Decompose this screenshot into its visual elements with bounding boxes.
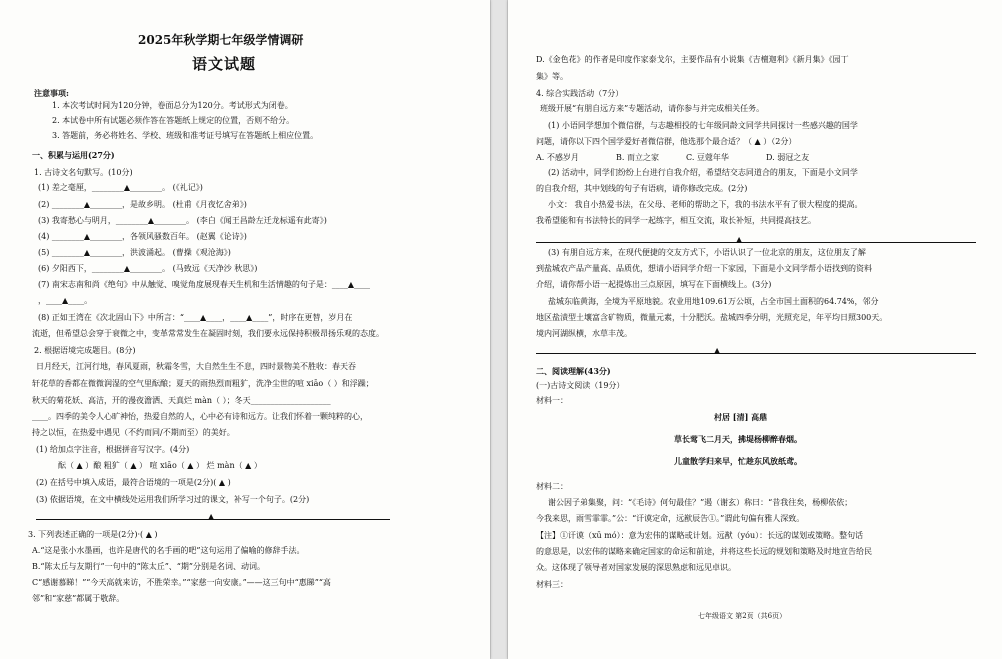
material-line: 境内河湖纵横，水草丰茂。 [536, 329, 632, 338]
q2-sub: (1) 给加点字注音，根据拼音写汉字。(4分) [36, 445, 190, 454]
q4-1-option: A. 不感岁月 [536, 153, 579, 162]
note-line: 【注】①讦谟（xū mó）：意为宏伟的谋略或计划。远猷（yóu）：长远的谋划或策略。整句话 [536, 531, 864, 540]
notice-title: 注意事项: [34, 88, 69, 98]
recite-item: (6) 夕阳西下，________▲________。 (马致远《天净沙 秋思》) [38, 264, 258, 273]
question-1: 1. 古诗文名句默写。(10分) [34, 168, 133, 177]
passage-line: 秋天的菊花妖、高洁，开的漫夜澹洒、天真烂 màn（ ）；冬天____________________ [32, 396, 331, 405]
option-line: D.《金色花》的作者是印度作家泰戈尔，主要作品有小说集《吉檀迦利》《新月集》《园丁 [536, 55, 849, 64]
poem-line: 儿童散学归来早，忙趁东风放纸鸢。 [674, 456, 802, 466]
q4-1-line: 问题，请你以下四个国学爱好者微信群，他选那个最合适？（ ▲ ）（2分） [536, 137, 797, 146]
recite-item: (8) 正如王湾在《次北固山下》中所言：“____▲____，____▲____”，时序在更替，岁月在 [38, 313, 353, 322]
q4-1-option: D. 弱冠之友 [766, 153, 810, 162]
answer-line [536, 242, 976, 243]
notice-item: 1. 本次考试时间为120分钟，卷面总分为120分。考试形式为闭卷。 [52, 101, 293, 110]
page-gap [490, 0, 508, 659]
q4-2-line: (2) 活动中，同学们纷纷上台进行自我介绍，希望结交志同道合的朋友，下面是小文同学 [548, 168, 858, 177]
recite-item: (3) 我寄愁心与明月，________▲________。 (李白《闻王昌龄左迁龙标遥有此寄》) [38, 216, 327, 225]
q4-2-line: 的自我介绍，其中划线的句子有语病，请你修改完成。(2分) [536, 184, 748, 193]
q4-1-option: C. 豆蔻年华 [686, 153, 729, 162]
answer-marker: ▲ [736, 235, 743, 244]
q3-option: B.“陈太丘与友期行”一句中的“陈太丘”、“期”分别是名词、动词。 [32, 562, 265, 571]
notice-item: 3. 答题前，务必将姓名、学校、班级和准考证号填写在答题纸上相应位置。 [52, 131, 319, 140]
passage-line: ____。四季的美令人心旷神怡，热爱自然的人，心中必有诗和远方。让我们怀着一颗纯粹的心， [32, 412, 368, 421]
passage-line: 日月经天，江河行地，春风夏雨，秋霜冬雪，大自然生生不息，四时景物美不胜收：春天吞 [36, 362, 356, 371]
material-label: 材料二： [536, 482, 568, 491]
q3-option: C“感谢慕睇！”“今天高就来访，不胜荣幸。”“家慈一向安康。”——这三句中“惠睇”“高 [32, 578, 331, 587]
material-label: 材料三： [536, 580, 568, 589]
q4-3-line: 到盐城农产品产量高、品质优，想请小语同学介绍一下家园，下面是小文同学帮小语找到的资料 [536, 264, 872, 273]
q3-option: A.“这是张小水墨画，也许是唐代的名手画的吧”这句运用了偏喻的修辞手法。 [32, 546, 305, 555]
q4-1-line: (1) 小语同学想加个微信群，与志趣相投的七年级同龄文同学共同探讨一些感兴趣的国学 [548, 121, 858, 130]
note-line: 众。这体现了领导者对国家发展的深思熟虑和远见卓识。 [536, 563, 736, 572]
answer-marker: ▲ [208, 512, 215, 521]
recite-item: 流逝，但希望总会穿于衰微之中，变革常常发生在凝固时刻，我们要永远保持积极昂扬乐观的态度。 [32, 329, 384, 338]
q4-2-line: 小文： 我自小热爱书法，在父母、老师的帮助之下，我的书法水平有了很大程度的提高。 [548, 200, 863, 209]
q2-sub: 酝（ ▲ ）酿 粗犷（ ▲ ） 喧 xiāo（ ▲ ） 烂 màn（ ▲ ） [58, 461, 262, 470]
material-line: 地区盐渍型土壤富含矿物质，微量元素，十分肥沃。盐城四季分明，光照充足，年平均日照300天。 [536, 313, 888, 322]
material-line: 今我来思，雨雪霏霏。”公：“讦谟定命，远猷辰告①。”谓此句偏有雅人深致。 [536, 514, 805, 523]
poem-title: 村居 [清] 高鼎 [714, 412, 768, 422]
q2-sub: (2) 在括号中填入成语，最符合语境的一项是(2分)( ▲ ) [36, 478, 231, 487]
q2-sub: (3) 依据语境，在文中横线处运用我们所学习过的课文，补写一个句子。(2分) [36, 495, 310, 504]
exam-subject: 语文试题 [192, 55, 257, 73]
material-line: 谢公因子弟集聚，问：“《毛诗》何句最佳？”遏（谢玄）称曰：“昔我往矣，杨柳依依； [548, 498, 853, 507]
q4-3-line: (3) 有朋自远方来，在现代便捷的交友方式下，小语认识了一位北京的朋友，这位朋友了解 [548, 248, 866, 257]
poem-line: 草长莺飞二月天，拂堤杨柳醉春烟。 [674, 434, 802, 444]
answer-line [536, 353, 976, 354]
section-heading: 二、阅读理解(43分) [536, 366, 611, 376]
q4-intro: 班级开展“有朋自远方来”专题活动，请你参与并完成相关任务。 [540, 104, 765, 113]
passage-line: 持之以恒，在热爱中遇见（不约而同/不期而至）的美好。 [32, 428, 235, 437]
q3-option: 邻”和“家慈”都属于敬辞。 [32, 594, 125, 603]
material-line: 盐城东临黄海，全境为平原地貌。农业用地109.61万公顷，占全市国土面积的64.74%，邻分 [548, 297, 879, 306]
material-label: 材料一： [536, 396, 568, 405]
recite-item: (7) 南宋志南和尚《绝句》中从触觉、嗅觉角度展现春天生机和生活情趣的句子是：____▲____ [38, 280, 371, 289]
page-footer: 七年级语文 第2页（共6页） [698, 612, 787, 620]
q4-2-line: 我希望能和有书法特长的同学一起练字，相互交流，取长补短，共同提高技艺。 [536, 216, 816, 225]
notice-item: 2. 本试卷中所有试题必须作答在答题纸上规定的位置，否则不给分。 [52, 116, 295, 125]
question-2: 2. 根据语境完成题目。(8分) [34, 346, 136, 355]
exam-page-1 [0, 0, 490, 659]
recite-item: (5) ________▲________，洪波涌起。 (曹操《观沧海》) [38, 248, 231, 257]
exam-page-2 [508, 0, 1002, 659]
recite-item: (1) 差之毫厘，________▲________。 (《礼记》) [38, 183, 203, 192]
option-line: 集》等。 [536, 72, 568, 81]
recite-item: (2) ________▲________，是故乡明。 (杜甫《月夜忆舍弟》) [38, 200, 247, 209]
note-line: 的意思是，以宏伟的谋略来确定国家的命运和前途，并将这些长远的规划和策略及时地宣告给民 [536, 547, 872, 556]
exam-title: 2025年秋学期七年级学情调研 [138, 33, 304, 47]
passage-line: 轩花草的香都在微微润湿的空气里酝酿；夏天的雨热烈而粗犷，洗净尘世的喧 xiāo（ ）和浮躁； [32, 379, 374, 388]
q4-1-option: B. 而立之家 [616, 153, 659, 162]
recite-item: ，____▲____。 [38, 296, 93, 305]
section-heading: 一、积累与运用(27分) [32, 150, 115, 160]
question-3: 3. 下列表述正确的一项是(2分)·( ▲ ) [28, 530, 158, 539]
question-4: 4. 综合实践活动（7分） [536, 89, 624, 98]
q4-3-line: 介绍，请你帮小语一起提炼出三点原因，填写在下面横线上。(3分) [536, 280, 772, 289]
subsection-heading: (一)古诗文阅读（19分） [536, 381, 625, 390]
answer-marker: ▲ [714, 346, 721, 355]
recite-item: (4) ________▲________，各领风骚数百年。 (赵翼《论诗》) [38, 232, 247, 241]
